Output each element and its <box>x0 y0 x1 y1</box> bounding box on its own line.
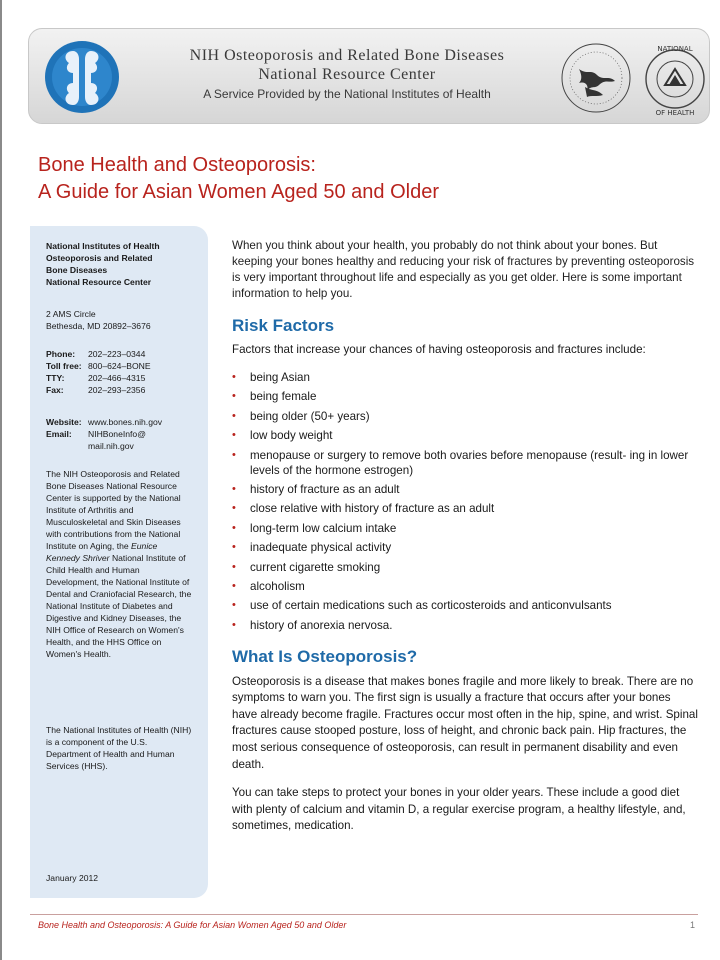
footer-rule <box>30 914 698 915</box>
email-link[interactable]: NIHBoneInfo@ mail.nih.gov <box>88 429 146 451</box>
list-item-text: current cigarette smoking <box>250 560 381 574</box>
list-item <box>232 598 698 613</box>
contact-row <box>46 384 206 396</box>
contact-sidebar <box>30 226 208 898</box>
hhs-seal-icon <box>557 39 635 117</box>
bullet-icon: • <box>232 502 236 515</box>
list-item-text: history of fracture as an adult <box>250 482 400 496</box>
nih-seal-icon <box>643 39 707 117</box>
svg-text:OF HEALTH: OF HEALTH <box>655 109 695 117</box>
title-line-2: A Guide for Asian Women Aged 50 and Older <box>38 181 439 203</box>
contact-value: 800–624–BONE <box>88 361 151 371</box>
contact-value: 202–293–2356 <box>88 385 146 395</box>
bullet-icon: • <box>232 541 236 554</box>
sidebar-org <box>46 240 206 288</box>
left-edge-rule <box>0 0 2 960</box>
sidebar-about <box>46 468 192 660</box>
sidebar-address <box>46 308 206 332</box>
what-is-osteoporosis-heading: What Is Osteoporosis? <box>232 646 418 666</box>
list-item-text: history of anorexia nervosa. <box>250 618 393 632</box>
bullet-icon: • <box>232 482 236 495</box>
risk-factors-lead: Factors that increase your chances of having osteoporosis and fractures include: <box>232 343 646 356</box>
list-item-text: menopause or surgery to remove both ovaries before menopause (result- ing in lower levels of the hormone estrogen) <box>250 448 689 477</box>
contact-key: Fax: <box>46 385 64 395</box>
list-item-text: alcoholism <box>250 579 305 593</box>
contact-key: Phone: <box>46 349 76 359</box>
web-row <box>46 428 206 452</box>
list-item <box>232 448 698 478</box>
what-is-paragraph-2: You can take steps to protect your bones in your older years. These include a good diet with plenty of calcium and vitamin D, a regular exercise program, a healthy lifestyle, and, sometimes, medication. <box>232 786 686 833</box>
header-banner <box>28 28 710 124</box>
bullet-icon: • <box>232 521 236 534</box>
list-item-text: use of certain medications such as corticosteroids and anticonvulsants <box>250 599 612 613</box>
sidebar-about-italic: Eunice Kennedy Shriver <box>46 541 158 563</box>
risk-factors-heading: Risk Factors <box>232 316 335 335</box>
main-content <box>232 238 698 835</box>
contact-value: 202–223–0344 <box>88 349 146 359</box>
web-row <box>46 416 206 428</box>
bullet-icon: • <box>232 579 236 592</box>
list-item-text: low body weight <box>250 429 333 443</box>
list-item-text: being older (50+ years) <box>250 409 370 423</box>
list-item <box>232 428 698 443</box>
list-item <box>232 501 698 516</box>
header-org-name: NIH Osteoporosis and Related Bone Diseases <box>189 47 505 64</box>
list-item <box>232 579 698 594</box>
sidebar-about-pre: The NIH Osteoporosis and Related Bone Diseases National Resource Center is supported by the National Institute of Arthritis and Musculoskeletal and Skin Diseases with contributions from the National Institute on Aging, the <box>46 469 181 551</box>
sidebar-org-line: Osteoporosis and Related <box>46 253 153 263</box>
contact-row <box>46 348 206 360</box>
list-item <box>232 618 698 633</box>
sidebar-org-line: National Resource Center <box>46 277 152 287</box>
contact-row <box>46 372 206 384</box>
sidebar-address-line: 2 AMS Circle <box>46 309 96 319</box>
bullet-icon: • <box>232 429 236 442</box>
sidebar-address-line: Bethesda, MD 20892–3676 <box>46 321 151 331</box>
bullet-icon: • <box>232 409 236 422</box>
title-line-1: Bone Health and Osteoporosis: <box>38 154 316 176</box>
bullet-icon: • <box>232 599 236 612</box>
header-tagline: A Service Provided by the National Institutes of Health <box>203 87 491 101</box>
website-link[interactable]: www.bones.nih.gov <box>88 417 163 427</box>
sidebar-date: January 2012 <box>46 873 99 883</box>
list-item <box>232 409 698 424</box>
list-item <box>232 521 698 536</box>
contact-key: TTY: <box>46 373 65 383</box>
list-item <box>232 560 698 575</box>
list-item-text: long-term low calcium intake <box>250 521 397 535</box>
list-item <box>232 370 698 385</box>
list-item-text: being Asian <box>250 371 310 384</box>
risk-factors-list <box>232 370 698 633</box>
what-is-paragraph-1: Osteoporosis is a disease that makes bones fragile and more likely to break. There are no symptoms to warn you. The first sign is usually a fracture that occurs after your bones have already become fragile. Fractures occur most often in the hip, spine, and wrist. Spinal fractures cause stooped posture, loss of height, and chronic back pain. Hip fractures, the most serious consequence of osteoporosis, can result in permanent disability and even death. <box>232 674 698 771</box>
nih-bone-logo-icon <box>43 39 121 115</box>
footer-title: Bone Health and Osteoporosis: A Guide for Asian Women Aged 50 and Older <box>38 920 347 930</box>
list-item <box>232 540 698 555</box>
list-item-text: inadequate physical activity <box>250 541 392 555</box>
svg-text:NATIONAL: NATIONAL <box>657 45 693 53</box>
sidebar-contacts <box>46 348 206 396</box>
sidebar-nih-note: The National Institutes of Health (NIH) is a component of the U.S. Department of Health and Human Services (HHS). <box>46 725 192 771</box>
bullet-icon: • <box>232 390 236 403</box>
sidebar-org-line: National Institutes of Health <box>46 241 160 251</box>
intro-paragraph: When you think about your health, you probably do not think about your bones. But keeping your bones healthy and reducing your risk of fractures by preventing osteoporosis is very important throughout life and especially as you get older. Here is some important information to help you. <box>232 239 695 300</box>
bullet-icon: • <box>232 371 236 383</box>
header-text <box>137 47 557 101</box>
sidebar-about-post: National Institute of Child Health and Human Development, the National Institute of Dental and Craniofacial Research, the National Institute of Diabetes and Digestive and Kidney Diseases, the NIH Office of Research on Women's Health, and the HHS Office on Women's Health. <box>46 553 192 659</box>
contact-row <box>46 360 206 372</box>
contact-key: Toll free: <box>46 361 82 371</box>
contact-value: 202–466–4315 <box>88 373 146 383</box>
header-center-name: National Resource Center <box>258 66 436 83</box>
list-item <box>232 389 698 404</box>
page-number: 1 <box>690 920 696 930</box>
bullet-icon: • <box>232 560 236 573</box>
document-title <box>38 152 658 206</box>
web-key: Website: <box>46 417 82 427</box>
web-key: Email: <box>46 429 72 439</box>
bullet-icon: • <box>232 618 236 631</box>
sidebar-web <box>46 416 206 452</box>
bullet-icon: • <box>232 448 236 461</box>
list-item-text: close relative with history of fracture as an adult <box>250 502 495 516</box>
sidebar-org-line: Bone Diseases <box>46 265 108 275</box>
list-item <box>232 482 698 497</box>
list-item-text: being female <box>250 390 317 404</box>
